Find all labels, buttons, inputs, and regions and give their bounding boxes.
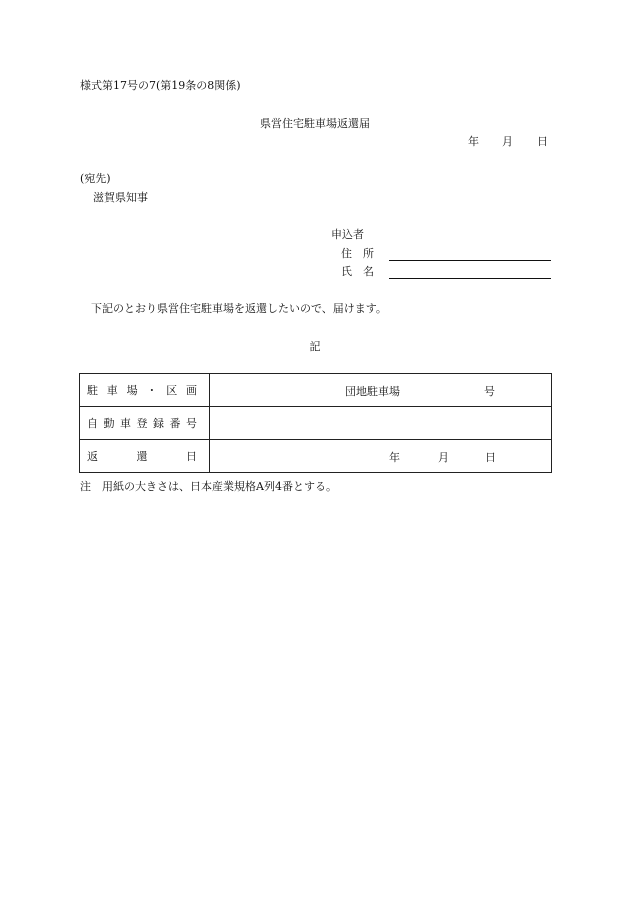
date-year-label: 年 — [468, 135, 479, 148]
address-fill-line[interactable] — [389, 260, 551, 261]
go-label: 号 — [484, 385, 495, 398]
parking-lot-label: 駐 車 場 ・ 区 画 — [87, 384, 197, 397]
table-row — [80, 407, 552, 440]
registration-label-cell — [80, 407, 210, 440]
submission-date — [468, 135, 548, 148]
address-label: 住 所 — [341, 247, 374, 260]
return-month-label: 月 — [438, 451, 449, 464]
return-info-table — [79, 373, 552, 473]
name-fill-line[interactable] — [389, 278, 551, 279]
registration-number-label: 自 動 車 登 録 番 号 — [87, 417, 197, 430]
return-day-label: 日 — [485, 451, 496, 464]
return-year-label: 年 — [389, 451, 400, 464]
paper-size-note: 注 用紙の大きさは、日本産業規格A列4番とする。 — [80, 480, 337, 493]
date-month-label: 月 — [502, 135, 513, 148]
return-date-value-cell[interactable] — [210, 440, 552, 473]
table-row — [80, 374, 552, 407]
ki-heading: 記 — [309, 340, 321, 353]
table-row — [80, 440, 552, 473]
parking-lot-label-cell — [80, 374, 210, 407]
return-date-label: 返 還 日 — [87, 450, 197, 463]
statement-text: 下記のとおり県営住宅駐車場を返還したいので、届けます。 — [91, 302, 387, 315]
addressee-label: (宛先) — [80, 172, 111, 185]
name-label: 氏 名 — [341, 265, 374, 278]
date-day-label: 日 — [537, 135, 548, 148]
danchi-parking-label: 団地駐車場 — [345, 385, 400, 398]
form-number: 様式第17号の7(第19条の8関係) — [80, 79, 241, 92]
return-date-label-cell — [80, 440, 210, 473]
addressee-name: 滋賀県知事 — [93, 191, 148, 204]
parking-lot-value-cell[interactable] — [210, 374, 552, 407]
applicant-label: 申込者 — [331, 228, 364, 241]
document-title: 県営住宅駐車場返還届 — [260, 117, 370, 130]
registration-value-cell[interactable] — [210, 407, 552, 440]
